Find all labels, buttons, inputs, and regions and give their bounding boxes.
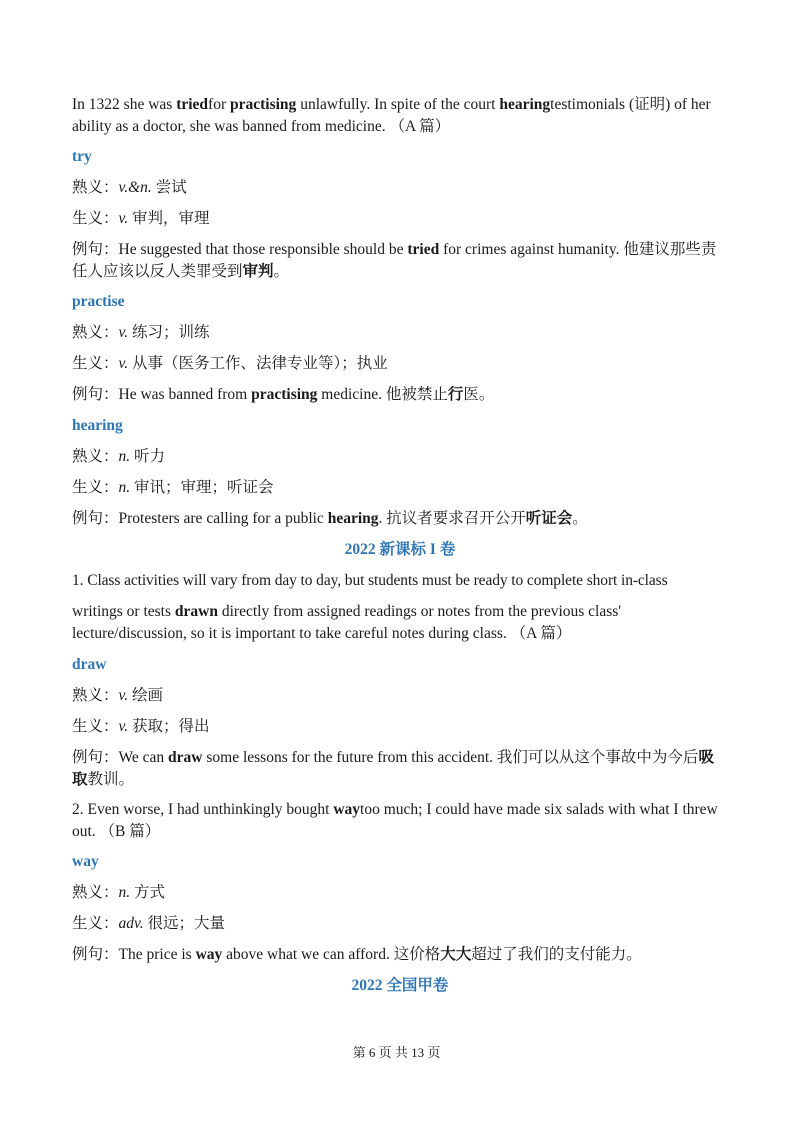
- question-1-text: writings or tests drawn directly from assigned readings or notes from the previous class' lecture/discussion, so it is important to take careful notes during class. （A 篇）: [72, 603, 622, 642]
- example-sentence: 例句：We can draw some lessons for the future from this accident. 我们可以从这个事故中为今后吸取教训。: [72, 749, 714, 788]
- common-meaning: 熟义：n. 听力: [72, 448, 166, 465]
- entry-heading-way: way: [72, 853, 99, 870]
- entry-heading-draw: draw: [72, 656, 107, 673]
- keyword-way: way: [333, 801, 361, 818]
- common-meaning: 熟义：v.&n. 尝试: [72, 179, 187, 196]
- text: for: [208, 96, 230, 113]
- keyword-practising: practising: [230, 96, 297, 113]
- common-meaning: 熟义：n. 方式: [72, 884, 166, 901]
- keyword-tried: tried: [176, 96, 209, 113]
- entry-heading-hearing: hearing: [72, 417, 123, 434]
- rare-meaning: 生义：v. 审判，审理: [72, 210, 210, 227]
- section-title: 2022 全国甲卷: [351, 977, 449, 994]
- rare-meaning: 生义：n. 审讯；审理；听证会: [72, 479, 274, 496]
- example-sentence: 例句：The price is way above what we can afford. 这价格大大超过了我们的支付能力。: [72, 946, 642, 963]
- common-meaning: 熟义：v. 绘画: [72, 687, 164, 704]
- question-1-line-1: 1. Class activities will vary from day to day, but students must be ready to complete short in-class: [72, 572, 668, 589]
- example-sentence: 例句：Protesters are calling for a public hearing. 抗议者要求召开公开听证会。: [72, 510, 588, 527]
- page-footer: 第 6 页 共 13 页: [352, 1045, 441, 1060]
- common-meaning: 熟义：v. 练习；训练: [72, 324, 210, 341]
- text: unlawfully. In spite of the court: [296, 96, 500, 113]
- entry-heading-try: try: [72, 148, 92, 165]
- rare-meaning: 生义：v. 从事（医务工作、法律专业等）；执业: [72, 355, 388, 372]
- section-title: 2022 新课标 I 卷: [344, 541, 456, 558]
- example-sentence: 例句：He was banned from practising medicine. 他被禁止行医。: [72, 386, 495, 403]
- question-2-text: 2. Even worse, I had unthinkingly bought waytoo much; I could have made six salads with what I threw out. （B 篇）: [72, 801, 718, 840]
- page-content: [72, 94, 728, 997]
- rare-meaning: 生义：v. 获取；得出: [72, 718, 210, 735]
- example-sentence: 例句：He suggested that those responsible should be tried for crimes against humanity. 他建议那些责任人应该以反人类罪受到审判。: [72, 241, 717, 280]
- text: testimonials (证明) of her ability as a doctor, she was banned from medicine. （A 篇）: [72, 96, 711, 135]
- rare-meaning: 生义：adv. 很远；大量: [72, 915, 226, 932]
- text: In 1322 she was: [72, 96, 177, 113]
- keyword-hearing: hearing: [499, 96, 551, 113]
- passage-text-1: [72, 94, 728, 138]
- entry-heading-practise: practise: [72, 293, 125, 310]
- keyword-drawn: drawn: [174, 603, 218, 620]
